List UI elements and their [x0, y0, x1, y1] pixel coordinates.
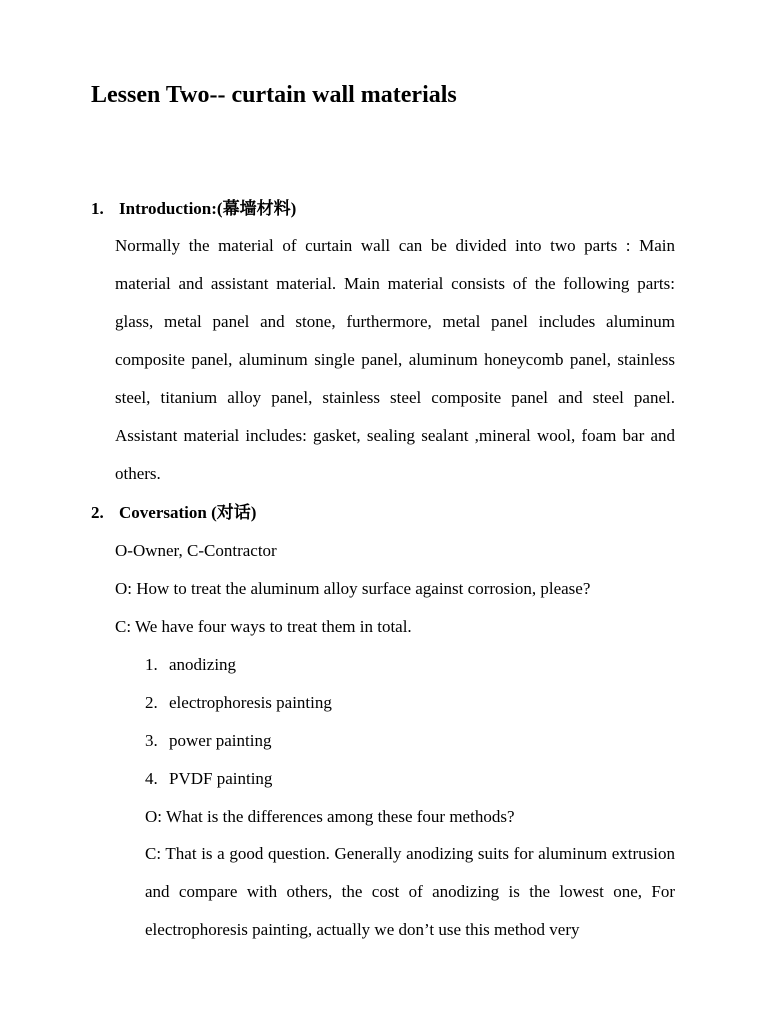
list-item-number: 4.	[145, 769, 158, 788]
page-title: Lessen Two-- curtain wall materials	[91, 82, 457, 108]
contractor-answer-1: C: We have four ways to treat them in total.	[115, 617, 412, 636]
list-item-method	[145, 730, 271, 752]
list-item-method	[145, 692, 332, 714]
section-heading-text: Coversation (对话)	[119, 503, 257, 522]
section-number: 1.	[91, 199, 104, 218]
list-item-method	[145, 654, 236, 676]
section-heading-text: Introduction:(幕墙材料)	[119, 199, 297, 218]
owner-question-2: O: What is the differences among these four methods?	[145, 807, 515, 826]
list-item-number: 3.	[145, 731, 158, 750]
list-item-method	[145, 768, 272, 790]
contractor-answer-2: C: That is a good question. Generally anodizing suits for aluminum extrusion and compare with others, the cost of anodizing is the lowest one, For electrophoresis painting, actually we don’t use this method very	[145, 844, 675, 939]
roles-line: O-Owner, C-Contractor	[115, 541, 277, 560]
list-item-text: electrophoresis painting	[169, 693, 332, 712]
section-heading-introduction	[91, 198, 296, 220]
list-item-text: PVDF painting	[169, 769, 273, 788]
owner-question-1: O: How to treat the aluminum alloy surface against corrosion, please?	[115, 579, 591, 598]
section-heading-conversation	[91, 502, 256, 524]
introduction-paragraph: Normally the material of curtain wall can be divided into two parts : Main material and assistant material. Main material consists of the following parts: glass, metal panel and stone, furthermore, metal panel includes aluminum composite panel, aluminum single panel, aluminum honeycomb panel, stainless steel, titanium alloy panel, stainless steel composite panel and steel panel. Assistant material includes: gasket, sealing sealant ,mineral wool, foam bar and others.	[115, 236, 675, 483]
list-item-text: power painting	[169, 731, 272, 750]
section-number: 2.	[91, 503, 104, 522]
list-item-number: 1.	[145, 655, 158, 674]
list-item-number: 2.	[145, 693, 158, 712]
list-item-text: anodizing	[169, 655, 237, 674]
